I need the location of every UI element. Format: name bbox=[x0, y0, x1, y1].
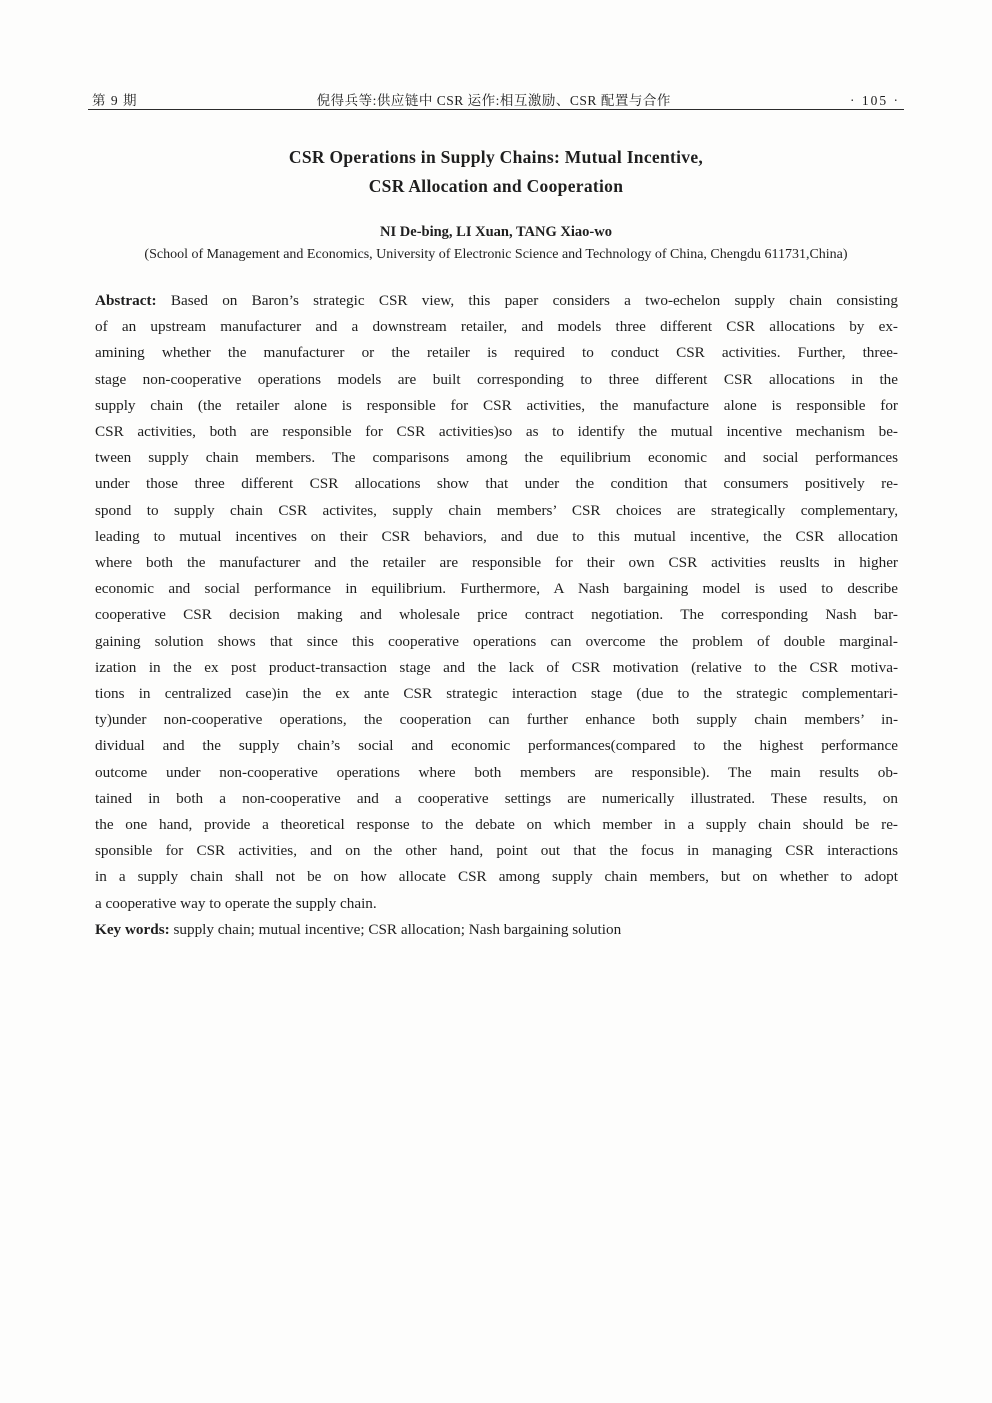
abstract-line: spond to supply chain CSR activites, supply chain members’ CSR choices are strategically complementary, bbox=[95, 501, 898, 519]
header-rule bbox=[88, 109, 904, 110]
abstract-line: the one hand, provide a theoretical response to the debate on which member in a supply chain should be re- bbox=[95, 816, 898, 834]
abstract-line: dividual and the supply chain’s social and economic performances(compared to the highest performance bbox=[95, 737, 898, 755]
abstract-line: CSR activities, both are responsible for CSR activities)so as to identify the mutual incentive mechanism be- bbox=[95, 423, 898, 441]
abstract-line: tween supply chain members. The comparisons among the equilibrium economic and social performances bbox=[95, 449, 898, 467]
page-number: · 105 · bbox=[849, 93, 900, 108]
abstract-body bbox=[95, 314, 898, 917]
page-header bbox=[92, 89, 900, 109]
abstract-label: Abstract: bbox=[95, 292, 157, 309]
abstract-line: ty)under non-cooperative operations, the cooperation can further enhance both supply chain members’ in- bbox=[95, 711, 898, 729]
abstract-line: supply chain (the retailer alone is responsible for CSR activities, the manufacture alone is responsible for bbox=[95, 396, 898, 414]
abstract-line: tions in centralized case)in the ex ante CSR strategic interaction stage (due to the strategic complementari- bbox=[95, 685, 898, 703]
abstract-first-line bbox=[95, 288, 898, 314]
affiliation: (School of Management and Economics, University of Electronic Science and Technology of China, Chengdu 611731,China) bbox=[144, 247, 848, 262]
keywords-label: Key words: bbox=[95, 920, 170, 938]
abstract-line: ization in the ex post product-transaction stage and the lack of CSR motivation (relative to the CSR motiva- bbox=[95, 658, 898, 676]
abstract-line: amining whether the manufacturer or the retailer is required to conduct CSR activities. Further, three- bbox=[95, 344, 898, 362]
abstract-line: of an upstream manufacturer and a downstream retailer, and models three different CSR allocations by ex- bbox=[95, 318, 898, 336]
abstract-line: in a supply chain shall not be on how allocate CSR among supply chain members, but on whether to adopt bbox=[95, 868, 898, 886]
abstract-line: outcome under non-cooperative operations where both members are responsible). The main results ob- bbox=[95, 763, 898, 781]
article-title-line1: CSR Operations in Supply Chains: Mutual Incentive, bbox=[288, 147, 704, 167]
abstract-line: tained in both a non-cooperative and a cooperative settings are numerically illustrated. These results, on bbox=[95, 789, 898, 807]
abstract-line: a cooperative way to operate the supply chain. bbox=[95, 894, 377, 912]
abstract-line: stage non-cooperative operations models are built corresponding to three different CSR allocations in the bbox=[95, 370, 898, 388]
abstract-line: economic and social performance in equilibrium. Furthermore, A Nash bargaining model is used to describe bbox=[95, 580, 898, 598]
abstract-line: where both the manufacturer and the retailer are responsible for their own CSR activities reuslts in higher bbox=[95, 554, 898, 572]
issue-label: 第 9 期 bbox=[92, 93, 138, 108]
abstract-section bbox=[95, 288, 898, 943]
abstract-line: cooperative CSR decision making and wholesale price contract negotiation. The corresponding Nash bar- bbox=[95, 606, 898, 624]
abstract-line: gaining solution shows that since this cooperative operations can overcome the problem of double marginal- bbox=[95, 632, 898, 650]
abstract-line: under those three different CSR allocations show that under the condition that consumers positively re- bbox=[95, 475, 898, 493]
authors: NI De-bing, LI Xuan, TANG Xiao-wo bbox=[380, 224, 612, 240]
keywords-line bbox=[95, 917, 898, 943]
abstract-line: sponsible for CSR activities, and on the other hand, point out that the focus in managing CSR interactions bbox=[95, 842, 898, 860]
abstract-first-line-text: Based on Baron’s strategic CSR view, this paper considers a two-echelon supply chain consisting bbox=[156, 292, 898, 309]
running-title: 倪得兵等:供应链中 CSR 运作:相互激励、CSR 配置与合作 bbox=[316, 93, 671, 108]
article-title-line2: CSR Allocation and Cooperation bbox=[368, 176, 624, 196]
keywords-text: supply chain; mutual incentive; CSR allocation; Nash bargaining solution bbox=[169, 920, 622, 938]
abstract-line: leading to mutual incentives on their CSR behaviors, and due to this mutual incentive, the CSR allocation bbox=[95, 527, 898, 545]
